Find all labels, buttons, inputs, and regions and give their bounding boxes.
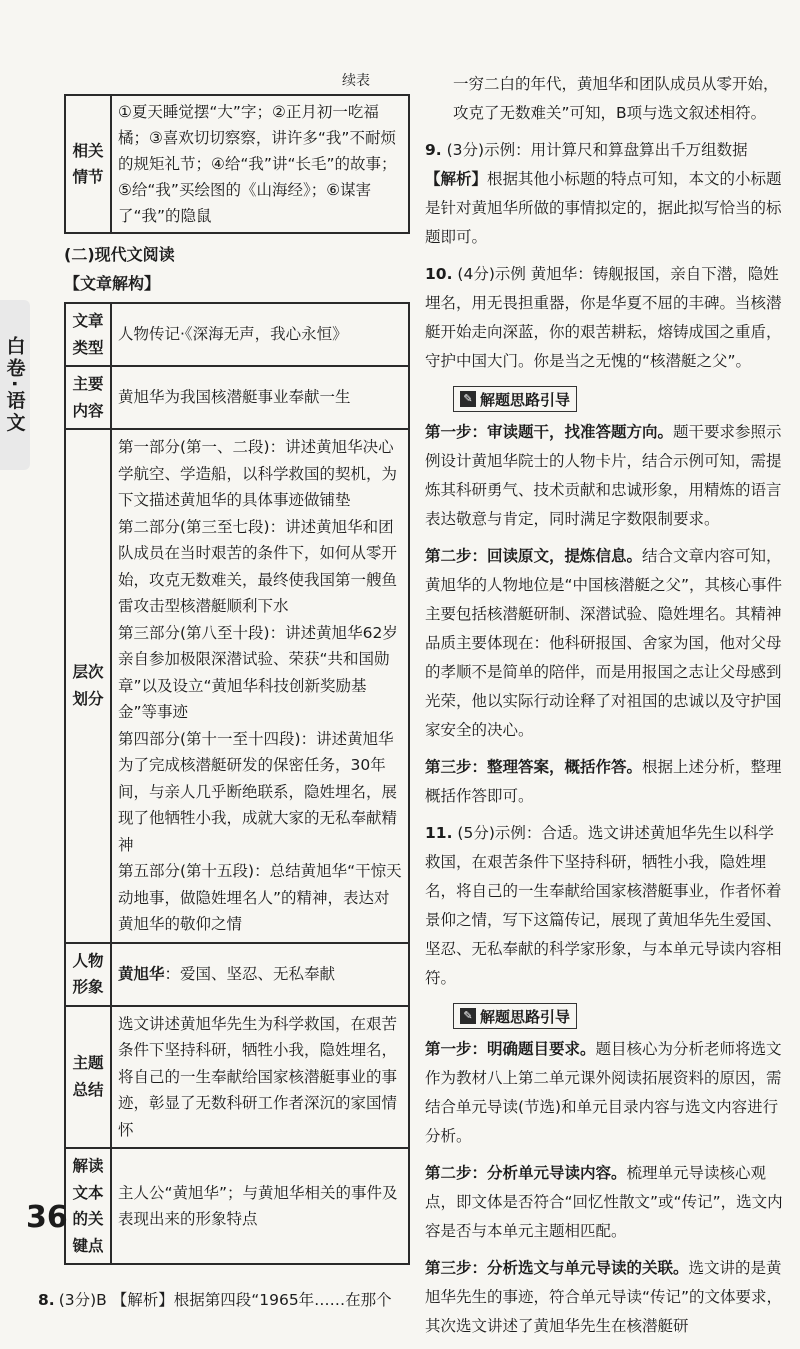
step-head: 第一步：审读题干，找准答题方向。 (425, 423, 674, 441)
step-body: 题目核心为分析老师将选文作为教材八上第二单元课外阅读拓展资料的原因，需结合单元导读(节选)和单元目录内容与选文内容进行分析。 (425, 1040, 782, 1145)
step-head: 第三步：整理答案，概括作答。 (425, 758, 643, 776)
question-11-answer: (5分)示例：合适。选文讲述黄旭华先生以科学救国，在艰苦条件下坚持科研，牺牲小我，隐姓埋名，将自己的一生奉献给国家核潜艇事业，作者怀着景仰之情，写下这篇传记，展现了黄旭华先生爱国、坚忍、无私奉献的科学家形象，与本单元导读内容相符。 (425, 824, 782, 987)
table-row (65, 95, 409, 233)
part-head: 第三部分(第八至十段) (118, 623, 270, 642)
theme-value: 选文讲述黄旭华先生为科学救国，在艰苦条件下坚持科研，牺牲小我，隐姓埋名，将自己的一生奉献给国家核潜艇事业的事迹，彰显了无数科研工作者深沉的家国情怀 (111, 1006, 409, 1149)
question-11 (425, 819, 787, 993)
character-name: 黄旭华 (118, 964, 165, 983)
step-head: 第二步：分析单元导读内容。 (425, 1164, 627, 1182)
table-row (65, 429, 409, 943)
step-body: 梳理单元导读核心观点，即文体是否符合“回忆性散文”或“传记”，选文内容是否与本单元主题相匹配。 (425, 1164, 783, 1240)
question-number: 8. (38, 1291, 55, 1309)
question-9-analysis: 根据其他小标题的特点可知，本文的小标题是针对黄旭华所做的事情拟定的，据此拟写恰当的标题即可。 (425, 170, 782, 246)
related-plot-content: ①夏天睡觉摆“大”字；②正月初一吃福橘；③喜欢切切察察，讲许多“我”不耐烦的规矩礼节；④给“我”讲“长毛”的故事；⑤给“我”买绘图的《山海经》；⑥谋害了“我”的隐鼠 (111, 95, 409, 233)
step-body: 题干要求参照示例设计黄旭华院士的人物卡片，结合示例可知，需提炼其科研勇气、技术贡献和忠诚形象，用精炼的语言表达敬意与肯定，同时满足字数限制要求。 (425, 423, 782, 528)
guide-step (425, 1254, 787, 1341)
part-item (118, 858, 402, 938)
layer-label: 层次划分 (65, 429, 111, 943)
guide-step (425, 542, 787, 745)
character-traits: ：爱国、坚忍、无私奉献 (164, 964, 336, 983)
guide-step (425, 1035, 787, 1151)
table-row (65, 1006, 409, 1149)
question-8-continued: 一穷二白的年代，黄旭华和团队成员从零开始，攻克了无数难关”可知，B项与选文叙述相符。 (453, 75, 779, 122)
character-image-value (111, 943, 409, 1006)
table-row (65, 1148, 409, 1264)
guide-step (425, 418, 787, 534)
analysis-tag: 【解析】 (425, 170, 488, 188)
part-item (118, 434, 402, 514)
table-row (65, 943, 409, 1006)
step-head: 第三步：分析选文与单元导读的关联。 (425, 1259, 689, 1277)
step-body: 选文讲的是黄旭华先生的事迹，符合单元导读“传记”的文体要求，其次选文讲述了黄旭华先生在核潜艇研 (425, 1259, 783, 1335)
question-number: 11. (425, 824, 453, 842)
solution-guide-banner (453, 386, 577, 412)
step-head: 第一步：明确题目要求。 (425, 1040, 596, 1058)
part-head: 第一部分(第一、二段) (118, 438, 270, 456)
step-body: 根据上述分析，整理概括作答即可。 (425, 758, 782, 805)
theme-label: 主题总结 (65, 1006, 111, 1149)
structure-tag: 【文章解构】 (64, 274, 161, 293)
part-body: ：讲述黄旭华和团队成员在当时艰苦的条件下，如何从零开始，攻克无数难关，最终使我国第一艘鱼雷攻击型核潜艇顺利下水 (118, 517, 398, 615)
edit-icon: ✎ (460, 1008, 476, 1024)
continued-table-label: 续表 (342, 73, 370, 89)
part-body: ：讲述黄旭华决心学航空、学造船，以科学救国的契机，为下文描述黄旭华的具体事迹做铺垫 (118, 438, 398, 509)
question-number: 10. (425, 265, 453, 283)
table-row (65, 366, 409, 429)
solution-guide-banner (453, 1003, 577, 1029)
type-value: 人物传记·《深海无声，我心永恒》 (111, 303, 409, 366)
guide-step (425, 1159, 787, 1246)
part-head: 第四部分(第十一至十四段) (118, 729, 301, 748)
question-9 (425, 136, 787, 252)
question-10 (425, 260, 787, 376)
question-8 (38, 1287, 410, 1313)
character-image-label: 人物形象 (65, 943, 111, 1006)
question-9-answer: (3分)示例：用计算尺和算盘算出千万组数据 (446, 141, 748, 159)
continued-table (64, 94, 410, 234)
side-tab (0, 300, 30, 470)
question-10-answer: (4分)示例 黄旭华：铸舰报国，亲自下潜，隐姓埋名，用无畏担重器，你是华夏不屈的丰碑。当核潜艇开始走向深蓝，你的艰苦耕耘，熔铸成国之重盾，守护中国大门。你是当之无愧的“核潜艇之父”。 (425, 265, 782, 370)
part-head: 第二部分(第三至七段) (118, 517, 270, 536)
edit-icon: ✎ (460, 391, 476, 407)
related-plot-label: 相关情节 (65, 95, 111, 233)
part-head: 第五部分(第十五段) (118, 862, 255, 880)
part-body: ：总结黄旭华“干惊天动地事，做隐姓埋名人”的精神，表达对黄旭华的敬仰之情 (118, 862, 402, 933)
section-title: (二)现代文阅读 (64, 245, 175, 264)
main-content-label: 主要内容 (65, 366, 111, 429)
step-body: 结合文章内容可知，黄旭华的人物地位是“中国核潜艇之父”，其核心事件主要包括核潜艇研制、深潜试验、隐姓埋名。其精神品质主要体现在：他科研报国、舍家为国，他对父母的孝顺不是简单的陪伴，而是用报国之志让父母感到光荣，他以实际行动诠释了对祖国的忠诚以及守护国家安全的决心。 (425, 547, 783, 739)
question-number: 9. (425, 141, 442, 159)
part-item (118, 726, 402, 859)
page-number: 36 (26, 1200, 68, 1235)
layer-parts (111, 429, 409, 943)
key-points-label: 解读文本的关键点 (65, 1148, 111, 1264)
guide-step (425, 753, 787, 811)
type-label: 文章类型 (65, 303, 111, 366)
step-head: 第二步：回读原文，提炼信息。 (425, 547, 643, 565)
question-8-text: (3分)B 【解析】根据第四段“1965年……在那个 (58, 1291, 392, 1309)
guide-label: 解题思路引导 (480, 390, 571, 409)
structure-table (64, 302, 410, 1265)
part-item (118, 514, 402, 620)
key-points-value: 主人公“黄旭华”；与黄旭华相关的事件及表现出来的形象特点 (111, 1148, 409, 1264)
guide-label: 解题思路引导 (480, 1007, 571, 1026)
right-column (425, 70, 787, 1349)
table-row (65, 303, 409, 366)
side-tab-label: 白卷·语文 (3, 335, 26, 435)
main-content-value: 黄旭华为我国核潜艇事业奉献一生 (111, 366, 409, 429)
part-item (118, 620, 402, 726)
part-body: ：讲述黄旭华62岁亲自参加极限深潜试验、荣获“共和国勋章”以及设立“黄旭华科技创新奖励基金”等事迹 (118, 623, 398, 721)
part-body: ：讲述黄旭华为了完成核潜艇研发的保密任务，30年间，与亲人几乎断绝联系，隐姓埋名，展现了他牺牲小我，成就大家的无私奉献精神 (118, 729, 398, 854)
